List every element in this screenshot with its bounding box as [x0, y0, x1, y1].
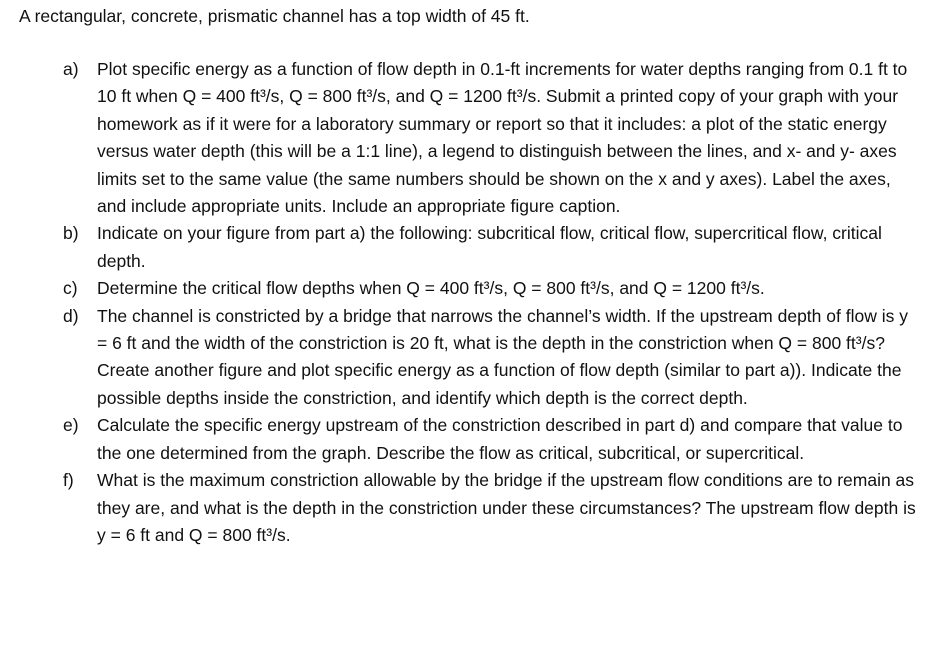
question-marker: f)	[63, 470, 74, 491]
question-item-d	[0, 303, 939, 413]
question-list	[0, 56, 939, 549]
question-marker: e)	[63, 415, 79, 436]
question-text: Indicate on your figure from part a) the following: subcritical flow, critical flow, supercritical flow, critical depth.	[97, 223, 882, 271]
question-item-a	[0, 56, 939, 220]
question-item-b	[0, 220, 939, 275]
question-text: What is the maximum constriction allowable by the bridge if the upstream flow conditions are to remain as they are, and what is the depth in the constriction under these circumstances? The upstream flow depth is y = 6 ft and Q = 800 ft³/s.	[97, 470, 916, 545]
question-marker: d)	[63, 305, 79, 326]
question-item-e	[0, 412, 939, 467]
question-marker: b)	[63, 223, 79, 244]
question-item-c	[0, 275, 939, 302]
question-marker: c)	[63, 278, 78, 299]
question-marker: a)	[63, 59, 79, 79]
question-item-f	[0, 467, 939, 549]
question-text: Determine the critical flow depths when Q = 400 ft³/s, Q = 800 ft³/s, and Q = 1200 ft³/s.	[97, 278, 765, 299]
question-text: Calculate the specific energy upstream of the constriction described in part d) and compare that value to the one determined from the graph. Describe the flow as critical, subcritical, or supercritical.	[97, 415, 903, 463]
problem-intro: A rectangular, concrete, prismatic channel has a top width of 45 ft.	[19, 6, 530, 26]
question-text: Plot specific energy as a function of flow depth in 0.1-ft increments for water depths ranging from 0.1 ft to 10 ft when Q = 400 ft³/s, Q = 800 ft³/s, and Q = 1200 ft³/s. Submit a printed copy of your graph with your homework as if it were for a laboratory summary or report so that it includes: a plot of the static energy versus water depth (this will be a 1:1 line), a legend to distinguish between the lines, and x- and y- axes limits set to the same value (the same numbers should be shown on the x and y axes). Label the axes, and include appropriate units. Include an appropriate figure caption.	[97, 59, 908, 217]
question-text: The channel is constricted by a bridge that narrows the channel’s width. If the upstream depth of flow is y = 6 ft and the width of the constriction is 20 ft, what is the depth in the constriction when Q = 800 ft³/s? Create another figure and plot specific energy as a function of flow depth (similar to part a)). Indicate the possible depths inside the constriction, and identify which depth is the correct depth.	[97, 305, 908, 408]
